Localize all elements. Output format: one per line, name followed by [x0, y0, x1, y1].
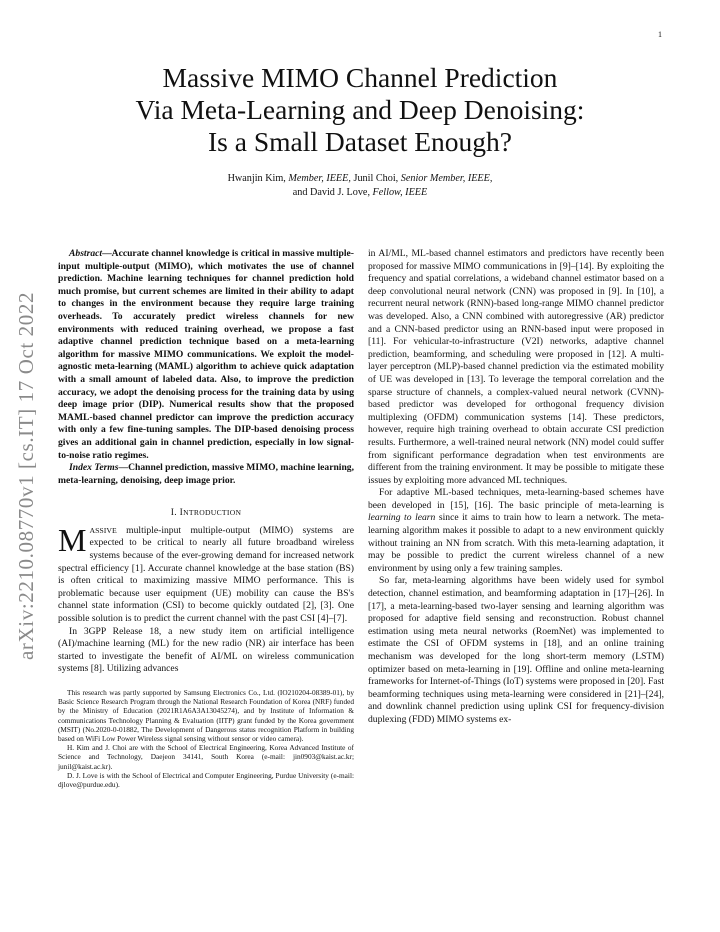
intro-paragraph-2: In 3GPP Release 18, a new study item on artificial intelligence (AI)/machine learning (ML) for the new radio (NR) air interface has been started to investigate the benefit of AI/ML on wireless communication systems [8]. Utilizing advances [58, 625, 354, 675]
author-affiliation: Senior Member, IEEE, [400, 173, 493, 184]
intro-first-word: ASSIVE [89, 525, 117, 535]
body-paragraph-1: in AI/ML, ML-based channel estimators and predictors have recently been proposed for massive MIMO communications in [9]–[14]. By exploiting the frequency and spatial correlations, a wideband channel estimator based on a deep convolutional neural network (CNN) was proposed in [9]. In [10], a recurrent neural network (RNN)-based long-range MIMO channel predictor was developed. Also, a CNN combined with autoregressive (AR) predictor and a CNN-based predictor using an RNN-based input were proposed in [11]. For vehicular-to-infrastructure (V2I) networks, adaptive channel prediction, beamforming, and scheduling were proposed in [12]. A multi-layer perceptron (MLP)-based channel prediction via the estimated mobility of UE was developed in [13]. To leverage the temporal correlation and the sparse structure of channels, a complex-valued neural network (CVNN)-based predictor was developed for orthogonal frequency division multiplexing (OFDM) communication systems [14]. These predictors, however, require high training overhead to obtain accurate CSI prediction results. Furthermore, a well-trained neural network (NN) model could suffer from significant performance degradation when test environments are different from the training environment. It may be possible to mitigate these issues by exploiting more advanced ML techniques. [368, 248, 664, 486]
section-title-first: I [179, 507, 184, 519]
title-line-1: Massive MIMO Channel Prediction [162, 62, 558, 93]
abstract [58, 248, 354, 462]
title-line-2: Via Meta-Learning and Deep Denoising: [135, 94, 585, 125]
index-terms [58, 462, 354, 487]
emphasis-learning-to-learn: learning to learn [368, 512, 436, 524]
author-block [60, 172, 660, 200]
author-affiliation: Member, IEEE, [288, 173, 351, 184]
paper-title [60, 62, 660, 158]
body-paragraph-3: So far, meta-learning algorithms have been widely used for symbol detection, channel estimation, and beamforming adaptation in [17]–[26]. In [17], a meta-learning-based two-layer sensing and learning algorithm was proposed for adaptive field sensing and reconstruction. Robust channel estimation using meta neural networks (RoemNet) was implemented to estimate the CSI of OFDM systems in [18], and an online training mechanism was developed for the long short-term memory (LSTM) optimizer based on meta-learning in [19]. Offline and online meta-learning frameworks for Internet-of-Things (IoT) systems were proposed in [20]. Fast beamforming techniques using meta-learning were considered in [21]–[24], and downlink channel prediction using uplink CSI for frequency-division duplexing (FDD) MIMO systems ex- [368, 575, 664, 725]
abstract-label: Abstract [69, 248, 103, 259]
drop-cap: M [58, 521, 87, 558]
author-name: Junil Choi, [353, 173, 399, 184]
author-name: Hwanjin Kim, [227, 173, 286, 184]
footnotes [58, 688, 354, 789]
intro-paragraph-1-text: multiple-input multiple-output (MIMO) systems are expected to be critical to nearly all future broadband wireless systems because of the ever-growing demand for increased network spectral efficiency [1]. Accurate channel knowledge at the base station (BS) is often critical to maximizing massive MIMO performance. This is problematic because user equipment (UE) mobility can cause the BS's channel state information (CSI) to become quickly outdated [2], [3]. One possible solution is to predict the current channel with the past CSI [4]–[7]. [58, 524, 354, 625]
footnote-funding: This research was partly supported by Samsung Electronics Co., Ltd. (IO210204-08389-01), by Basic Science Research Program through the National Research Foundation of Korea (NRF) funded by the Ministry of Education (2021R1A6A3A13045274), and by Institute of Information & communications Technology Planning & Evaluation (IITP) grant funded by the Korea government (MSIT) (No.2020-0-01882, The Development of Dangerous status recognition Platform in building based on WiFi Low Power Wireless signal sensing without sensor or video camera). [58, 688, 354, 744]
intro-paragraph-1 [58, 521, 354, 626]
section-number: I. [170, 507, 177, 519]
arxiv-watermark: arXiv:2210.08770v1 [cs.IT] 17 Oct 2022 [14, 291, 38, 660]
section-title-rest: NTRODUCTION [183, 508, 242, 518]
abstract-text: —Accurate channel knowledge is critical in massive multiple-input multiple-output (MIMO), which motivates the use of channel prediction. Machine learning techniques for channel prediction hold much promise, but current schemes are limited in their ability to adapt to changes in the environment because they require large training overheads. To accurately predict wireless channels for new environments with reduced training overhead, we propose a fast adaptive channel prediction technique based on a meta-learning algorithm for massive MIMO communications. We exploit the model-agnostic meta-learning (MAML) algorithm to achieve quick adaptation with a small amount of labeled data. Also, to improve the prediction accuracy, we adopt the denoising process for the training data by using deep image prior (DIP). Numerical results show that the proposed MAML-based channel predictor can improve the prediction accuracy with only a few fine-tuning samples. The DIP-based denoising process gives an additional gain in channel prediction, especially in low signal-to-noise ratio regimes. [58, 248, 354, 461]
footnote-affiliation-1: H. Kim and J. Choi are with the School of Electrical Engineering, Korea Advanced Institute of Science and Technology, Daejeon 34141, South Korea (e-mail: jin0903@kaist.ac.kr; junil@kaist.ac.kr). [58, 743, 354, 771]
page-number: 1 [658, 30, 662, 39]
index-terms-text: —Channel prediction, massive MIMO, machine learning, meta-learning, denoising, deep image prior. [58, 462, 354, 486]
body-paragraph-2 [368, 487, 664, 575]
author-name: and David J. Love, [292, 187, 370, 198]
title-line-3: Is a Small Dataset Enough? [208, 126, 512, 157]
body-paragraph-2-text-b: since it aims to train how to learn a network. The meta-learning algorithm makes it possible to adapt to a new environment quickly without training an NN from scratch. With this meta-learning adaptation, it may be possible to predict the current wireless channel of a new environment by using only a few training samples. [368, 512, 664, 574]
left-column [58, 248, 354, 676]
right-column [368, 248, 664, 727]
section-heading [58, 507, 354, 520]
index-terms-label: Index Terms [69, 462, 119, 474]
footnote-affiliation-2: D. J. Love is with the School of Electrical and Computer Engineering, Purdue University (e-mail: djlove@purdue.edu). [58, 770, 354, 790]
author-affiliation: Fellow, IEEE [372, 187, 428, 198]
body-paragraph-2-text-a: For adaptive ML-based techniques, meta-learning-based schemes have been developed in [15], [16]. The basic principle of meta-learning is [368, 487, 664, 511]
